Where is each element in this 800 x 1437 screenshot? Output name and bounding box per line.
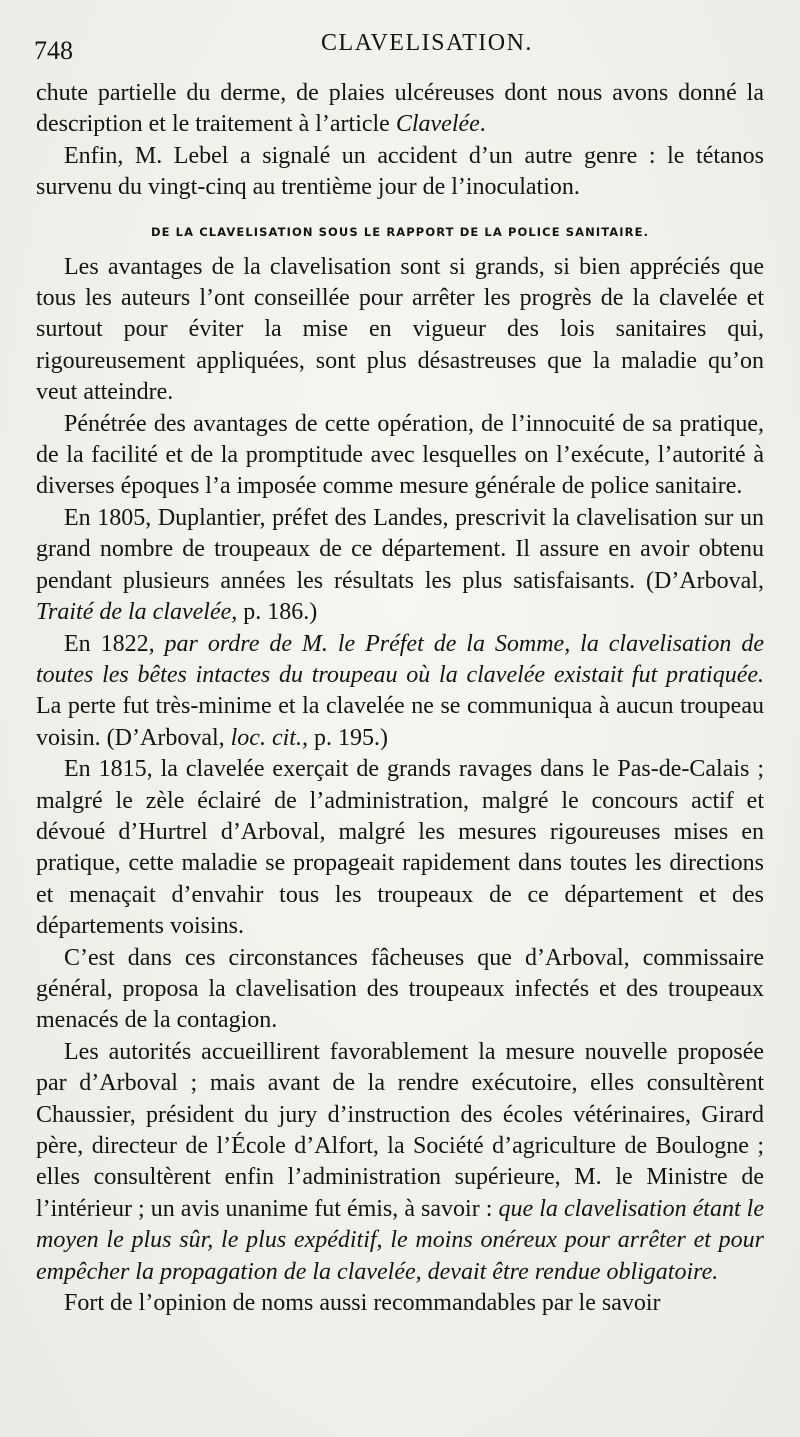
italic-text: que la clavelisation étant le moyen le plus sûr, le plus expéditif, le moins onéreux pour arrêter et pour empêcher la propagation de la clavelée, devait être rendue obligatoire.: [36, 1195, 765, 1285]
paragraph-text: p. 195.): [307, 724, 388, 751]
paragraph-text: Pénétrée des avantages de cette opération, de l’innocuité de sa pratique, de la facilité et de la promptitude avec lesquelles on l’exécute, l’autorité à diverses époques l’a imposée comme mesure générale de police sanitaire.: [36, 410, 764, 500]
paragraph-text: chute partielle du derme, de plaies ulcéreuses dont nous avons donné la description et le traitement à l’article: [36, 80, 764, 138]
paragraph: [36, 252, 764, 409]
paragraph-text: En 1822,: [64, 630, 165, 657]
page-body: [36, 78, 764, 1319]
italic-text: loc. cit.,: [230, 724, 308, 751]
paragraph-text: La perte fut très-minime et la clavelée ne se communiqua à aucun troupeau voisin. (D’Arboval,: [36, 693, 764, 751]
paragraph-text: Enfin, M. Lebel a signalé un accident d’un autre genre : le tétanos survenu du vingt-cinq au trentième jour de l’inoculation.: [36, 142, 764, 201]
paragraph-text: En 1805, Duplantier, préfet des Landes, prescrivit la clavelisation sur un grand nombre de troupeaux de ce département. Il assure en avoir obtenu pendant plusieurs années les résultats les plus satisfaisants. (D’Arboval,: [36, 504, 764, 594]
italic-text: Clavelée: [395, 111, 480, 138]
page-header: [34, 30, 760, 64]
italic-text: Traité de la clavelée,: [36, 599, 238, 626]
paragraph: [36, 1288, 764, 1319]
paragraph-text: .: [479, 111, 486, 138]
italic-text: par ordre de M. le Préfet de la Somme, la clavelisation de toutes les bêtes intactes du troupeau où la clavelée existait fut pratiquée.: [36, 630, 764, 688]
paragraph: [36, 629, 764, 755]
paragraph: [36, 503, 764, 629]
paragraph: [36, 141, 764, 204]
running-head: CLAVELISATION.: [321, 30, 533, 56]
paragraph-text: En 1815, la clavelée exerçait de grands ravages dans le Pas-de-Calais ; malgré le zèle éclairé de l’administration, malgré le concours actif et dévoué d’Hurtrel d’Arboval, malgré les mesures rigoureuses mises en pratique, cette maladie se propageait rapidement dans toutes les directions et menaçait d’envahir tous les troupeaux de ce département et des départements voisins.: [36, 756, 764, 940]
paragraph: [36, 1037, 764, 1288]
paragraph-text: Fort de l’opinion de noms aussi recommandables par le savoir: [64, 1290, 661, 1317]
paragraph: [36, 409, 764, 503]
paragraph-text: C’est dans ces circonstances fâcheuses que d’Arboval, commissaire général, proposa la clavelisation des troupeaux infectés et des troupeaux menacés de la contagion.: [36, 944, 764, 1034]
page-number: 748: [34, 36, 73, 65]
paragraph-text: Les autorités accueillirent favorablement la mesure nouvelle proposée par d’Arboval ; mais avant de la rendre exécutoire, elles consultèrent Chaussier, président du jury d’instruction des écoles vétérinaires, Girard père, directeur de l’École d’Alfort, la Société d’agriculture de Boulogne ; elles consultèrent enfin l’administration supérieure, M. le Ministre de l’intérieur ; un avis unanime fut émis, à savoir :: [36, 1038, 764, 1222]
paragraph: [36, 754, 764, 942]
section-heading: DE LA CLAVELISATION SOUS LE RAPPORT DE LA POLICE SANITAIRE.: [150, 224, 650, 239]
paragraph-text: p. 186.): [237, 599, 318, 626]
paragraph-continued: [36, 78, 764, 141]
paragraph-text: Les avantages de la clavelisation sont si grands, si bien appréciés que tous les auteurs l’ont conseillée pour arrêter les progrès de la clavelée et surtout pour éviter la mise en vigueur des lois sanitaires qui, rigoureusement appliquées, sont plus désastreuses que la maladie qu’on veut atteindre.: [36, 253, 764, 406]
paragraph: [36, 943, 764, 1037]
